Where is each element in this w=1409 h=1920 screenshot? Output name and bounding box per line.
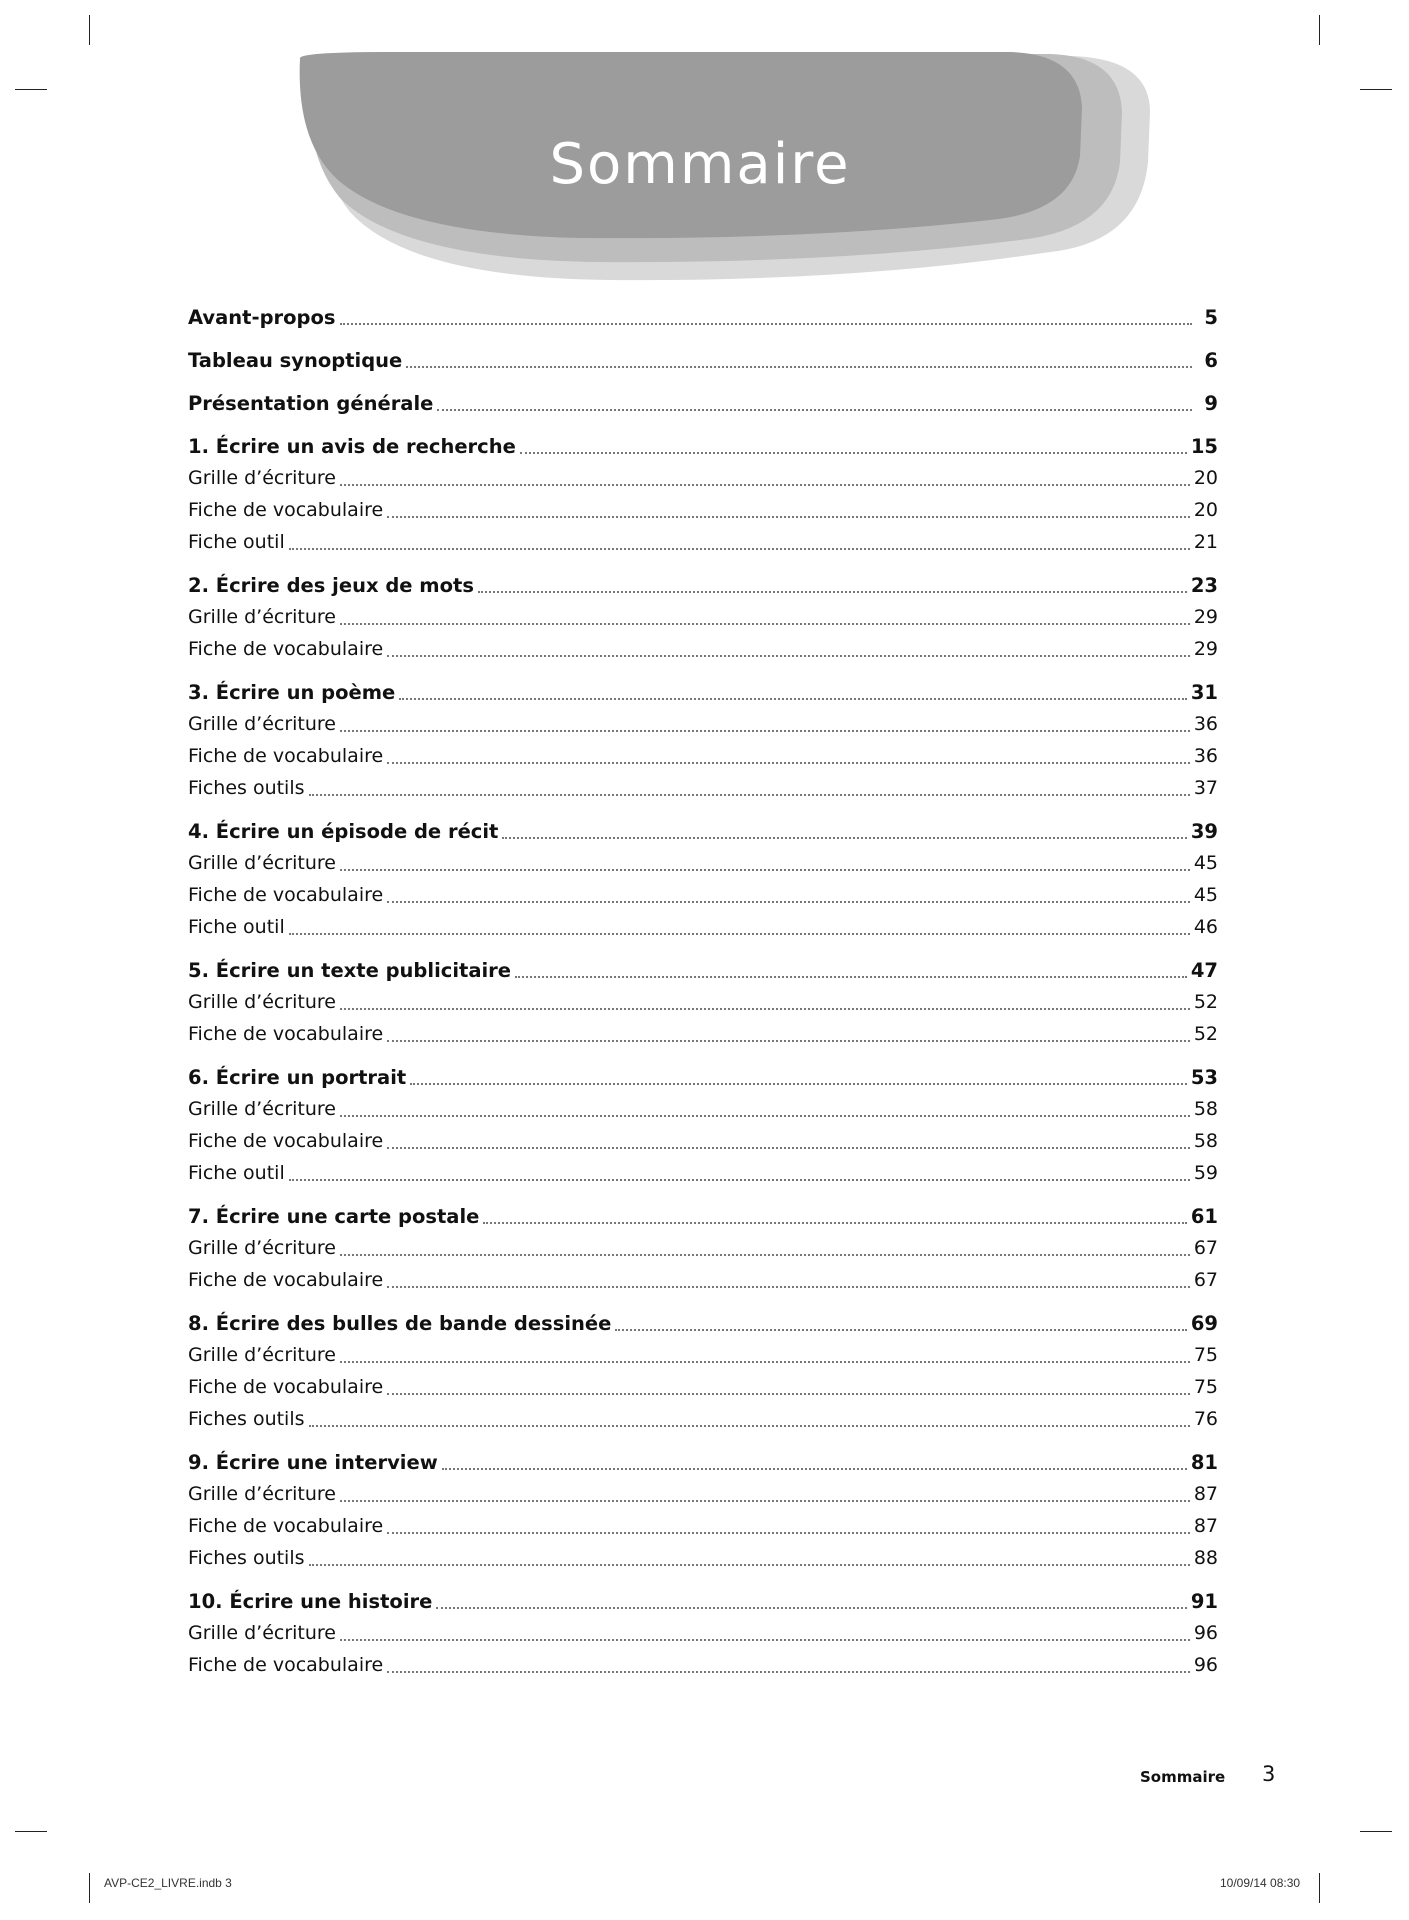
- toc-entry-page: 88: [1193, 1547, 1218, 1569]
- toc-section: [188, 1062, 1218, 1189]
- toc-entry-page: 91: [1190, 1590, 1218, 1613]
- toc-entry-label: 1. Écrire un avis de recherche: [188, 435, 516, 458]
- toc-section: [188, 302, 1218, 333]
- toc-entry-label: Grille d’écriture: [188, 713, 337, 735]
- toc-entry-page: 67: [1193, 1237, 1218, 1259]
- print-slug-datetime: 10/09/14 08:30: [1220, 1876, 1301, 1890]
- dot-leader: [502, 837, 1187, 839]
- dot-leader: [340, 1254, 1190, 1256]
- dot-leader: [520, 452, 1187, 454]
- toc-subentry[interactable]: [188, 633, 1218, 665]
- toc-entry-label: Fiches outils: [188, 1408, 305, 1430]
- toc-subentry[interactable]: [188, 986, 1218, 1018]
- toc-chapter-entry[interactable]: [188, 816, 1218, 847]
- toc-entry-page: 75: [1193, 1376, 1218, 1398]
- toc-entry-label: Fiche de vocabulaire: [188, 499, 384, 521]
- toc-entry-label: Fiche de vocabulaire: [188, 1269, 384, 1291]
- toc-subentry[interactable]: [188, 772, 1218, 804]
- toc-subentry[interactable]: [188, 1264, 1218, 1296]
- toc-section: [188, 388, 1218, 419]
- toc-subentry[interactable]: [188, 1093, 1218, 1125]
- toc-section: [188, 1201, 1218, 1296]
- toc-entry-page: 53: [1190, 1066, 1218, 1089]
- dot-leader: [309, 1425, 1190, 1427]
- dot-leader: [340, 484, 1190, 486]
- dot-leader: [340, 869, 1190, 871]
- toc-entry-page: 76: [1193, 1408, 1218, 1430]
- toc-entry-page: 52: [1193, 1023, 1218, 1045]
- toc-chapter-entry[interactable]: [188, 388, 1218, 419]
- table-of-contents: [188, 302, 1218, 1693]
- toc-entry-page: 29: [1193, 638, 1218, 660]
- toc-chapter-entry[interactable]: [188, 431, 1218, 462]
- toc-subentry[interactable]: [188, 494, 1218, 526]
- toc-subentry[interactable]: [188, 1478, 1218, 1510]
- crop-mark: [89, 1873, 90, 1903]
- dot-leader: [387, 901, 1190, 903]
- toc-entry-page: 69: [1190, 1312, 1218, 1335]
- dot-leader: [442, 1468, 1187, 1470]
- dot-leader: [410, 1083, 1187, 1085]
- toc-entry-label: 7. Écrire une carte postale: [188, 1205, 480, 1228]
- toc-entry-label: 9. Écrire une interview: [188, 1451, 438, 1474]
- toc-entry-page: 36: [1193, 713, 1218, 735]
- dot-leader: [340, 1361, 1190, 1363]
- toc-subentry[interactable]: [188, 1232, 1218, 1264]
- toc-subentry[interactable]: [188, 708, 1218, 740]
- toc-subentry[interactable]: [188, 1125, 1218, 1157]
- toc-subentry[interactable]: [188, 1542, 1218, 1574]
- toc-entry-label: Fiche de vocabulaire: [188, 638, 384, 660]
- dot-leader: [615, 1329, 1187, 1331]
- toc-section: [188, 955, 1218, 1050]
- toc-subentry[interactable]: [188, 847, 1218, 879]
- toc-entry-label: Grille d’écriture: [188, 1237, 337, 1259]
- toc-subentry[interactable]: [188, 601, 1218, 633]
- toc-entry-page: 23: [1190, 574, 1218, 597]
- toc-entry-label: Tableau synoptique: [188, 349, 403, 372]
- page-title: Sommaire: [549, 132, 851, 197]
- dot-leader: [387, 762, 1190, 764]
- toc-entry-label: Grille d’écriture: [188, 991, 337, 1013]
- dot-leader: [387, 516, 1190, 518]
- toc-chapter-entry[interactable]: [188, 677, 1218, 708]
- dot-leader: [387, 1286, 1190, 1288]
- toc-chapter-entry[interactable]: [188, 1586, 1218, 1617]
- toc-subentry[interactable]: [188, 740, 1218, 772]
- toc-entry-page: 58: [1193, 1098, 1218, 1120]
- toc-entry-page: 36: [1193, 745, 1218, 767]
- toc-entry-label: Fiches outils: [188, 777, 305, 799]
- toc-section: [188, 345, 1218, 376]
- toc-entry-label: Grille d’écriture: [188, 852, 337, 874]
- toc-entry-label: Présentation générale: [188, 392, 434, 415]
- dot-leader: [387, 1147, 1190, 1149]
- toc-entry-label: Grille d’écriture: [188, 1622, 337, 1644]
- toc-entry-label: Grille d’écriture: [188, 606, 337, 628]
- toc-subentry[interactable]: [188, 1403, 1218, 1435]
- dot-leader: [289, 1179, 1190, 1181]
- toc-chapter-entry[interactable]: [188, 345, 1218, 376]
- crop-mark: [15, 1831, 47, 1832]
- toc-entry-page: 37: [1193, 777, 1218, 799]
- toc-chapter-entry[interactable]: [188, 1201, 1218, 1232]
- toc-section: [188, 431, 1218, 558]
- toc-subentry[interactable]: [188, 879, 1218, 911]
- toc-entry-label: Fiche de vocabulaire: [188, 1376, 384, 1398]
- toc-entry-page: 67: [1193, 1269, 1218, 1291]
- toc-entry-label: Fiche de vocabulaire: [188, 1515, 384, 1537]
- toc-entry-page: 31: [1190, 681, 1218, 704]
- dot-leader: [289, 548, 1190, 550]
- dot-leader: [387, 1532, 1190, 1534]
- dot-leader: [289, 933, 1190, 935]
- toc-subentry[interactable]: [188, 1617, 1218, 1649]
- dot-leader: [340, 1115, 1190, 1117]
- print-slug-file: AVP-CE2_LIVRE.indb 3: [104, 1876, 232, 1890]
- dot-leader: [387, 1040, 1190, 1042]
- toc-chapter-entry[interactable]: [188, 1447, 1218, 1478]
- toc-chapter-entry[interactable]: [188, 955, 1218, 986]
- toc-entry-page: 39: [1190, 820, 1218, 843]
- toc-entry-label: Fiche outil: [188, 531, 285, 553]
- crop-mark: [1360, 1831, 1392, 1832]
- toc-entry-page: 58: [1193, 1130, 1218, 1152]
- toc-chapter-entry[interactable]: [188, 302, 1218, 333]
- toc-subentry[interactable]: [188, 526, 1218, 558]
- dot-leader: [340, 1639, 1190, 1641]
- dot-leader: [340, 1008, 1190, 1010]
- dot-leader: [340, 1500, 1190, 1502]
- dot-leader: [437, 409, 1192, 411]
- toc-entry-label: 8. Écrire des bulles de bande dessinée: [188, 1312, 612, 1335]
- toc-entry-label: Grille d’écriture: [188, 1098, 337, 1120]
- toc-entry-page: 61: [1190, 1205, 1218, 1228]
- toc-entry-label: Fiche outil: [188, 916, 285, 938]
- toc-subentry[interactable]: [188, 462, 1218, 494]
- toc-entry-page: 6: [1204, 349, 1218, 372]
- dot-leader: [399, 698, 1187, 700]
- toc-entry-label: 10. Écrire une histoire: [188, 1590, 433, 1613]
- toc-entry-page: 52: [1193, 991, 1218, 1013]
- toc-entry-page: 20: [1193, 499, 1218, 521]
- toc-entry-label: 3. Écrire un poème: [188, 681, 396, 704]
- toc-entry-label: Avant-propos: [188, 306, 336, 329]
- toc-section: [188, 570, 1218, 665]
- toc-entry-page: 75: [1193, 1344, 1218, 1366]
- toc-entry-page: 87: [1193, 1515, 1218, 1537]
- toc-chapter-entry[interactable]: [188, 570, 1218, 601]
- toc-entry-label: Fiches outils: [188, 1547, 305, 1569]
- toc-subentry[interactable]: [188, 1018, 1218, 1050]
- toc-entry-page: 46: [1193, 916, 1218, 938]
- toc-entry-label: 2. Écrire des jeux de mots: [188, 574, 474, 597]
- toc-entry-page: 15: [1190, 435, 1218, 458]
- toc-entry-page: 96: [1193, 1622, 1218, 1644]
- toc-subentry[interactable]: [188, 1157, 1218, 1189]
- crop-mark: [1360, 89, 1392, 90]
- toc-entry-label: Grille d’écriture: [188, 467, 337, 489]
- toc-subentry[interactable]: [188, 911, 1218, 943]
- toc-entry-page: 96: [1193, 1654, 1218, 1676]
- toc-chapter-entry[interactable]: [188, 1062, 1218, 1093]
- toc-entry-label: Fiche de vocabulaire: [188, 745, 384, 767]
- dot-leader: [340, 323, 1193, 325]
- toc-entry-label: Fiche de vocabulaire: [188, 1023, 384, 1045]
- dot-leader: [340, 730, 1190, 732]
- dot-leader: [309, 1564, 1190, 1566]
- toc-section: [188, 1586, 1218, 1681]
- dot-leader: [340, 623, 1190, 625]
- toc-entry-label: Fiche de vocabulaire: [188, 884, 384, 906]
- crop-mark: [1319, 1873, 1320, 1903]
- toc-subentry[interactable]: [188, 1649, 1218, 1681]
- toc-entry-page: 45: [1193, 852, 1218, 874]
- toc-entry-page: 87: [1193, 1483, 1218, 1505]
- dot-leader: [478, 591, 1187, 593]
- dot-leader: [309, 794, 1190, 796]
- toc-chapter-entry[interactable]: [188, 1308, 1218, 1339]
- toc-section: [188, 816, 1218, 943]
- dot-leader: [483, 1222, 1186, 1224]
- dot-leader: [387, 1671, 1190, 1673]
- toc-entry-label: Fiche outil: [188, 1162, 285, 1184]
- toc-subentry[interactable]: [188, 1371, 1218, 1403]
- dot-leader: [406, 366, 1192, 368]
- toc-entry-page: 5: [1204, 306, 1218, 329]
- crop-mark: [15, 89, 47, 90]
- toc-entry-page: 21: [1193, 531, 1218, 553]
- footer-section-label: Sommaire: [1140, 1768, 1226, 1786]
- toc-entry-label: 4. Écrire un épisode de récit: [188, 820, 499, 843]
- toc-entry-label: 5. Écrire un texte publicitaire: [188, 959, 512, 982]
- toc-entry-page: 47: [1190, 959, 1218, 982]
- toc-entry-label: Fiche de vocabulaire: [188, 1130, 384, 1152]
- toc-section: [188, 677, 1218, 804]
- toc-entry-page: 45: [1193, 884, 1218, 906]
- footer-page-number: 3: [1262, 1762, 1276, 1786]
- crop-mark: [1319, 15, 1320, 45]
- toc-entry-label: Grille d’écriture: [188, 1483, 337, 1505]
- toc-entry-page: 29: [1193, 606, 1218, 628]
- toc-entry-page: 20: [1193, 467, 1218, 489]
- dot-leader: [515, 976, 1187, 978]
- toc-subentry[interactable]: [188, 1339, 1218, 1371]
- crop-mark: [89, 15, 90, 45]
- dot-leader: [436, 1607, 1187, 1609]
- dot-leader: [387, 655, 1190, 657]
- toc-entry-page: 81: [1190, 1451, 1218, 1474]
- toc-section: [188, 1308, 1218, 1435]
- toc-section: [188, 1447, 1218, 1574]
- toc-entry-label: 6. Écrire un portrait: [188, 1066, 407, 1089]
- toc-entry-label: Grille d’écriture: [188, 1344, 337, 1366]
- dot-leader: [387, 1393, 1190, 1395]
- toc-entry-page: 9: [1204, 392, 1218, 415]
- toc-entry-page: 59: [1193, 1162, 1218, 1184]
- toc-subentry[interactable]: [188, 1510, 1218, 1542]
- toc-entry-label: Fiche de vocabulaire: [188, 1654, 384, 1676]
